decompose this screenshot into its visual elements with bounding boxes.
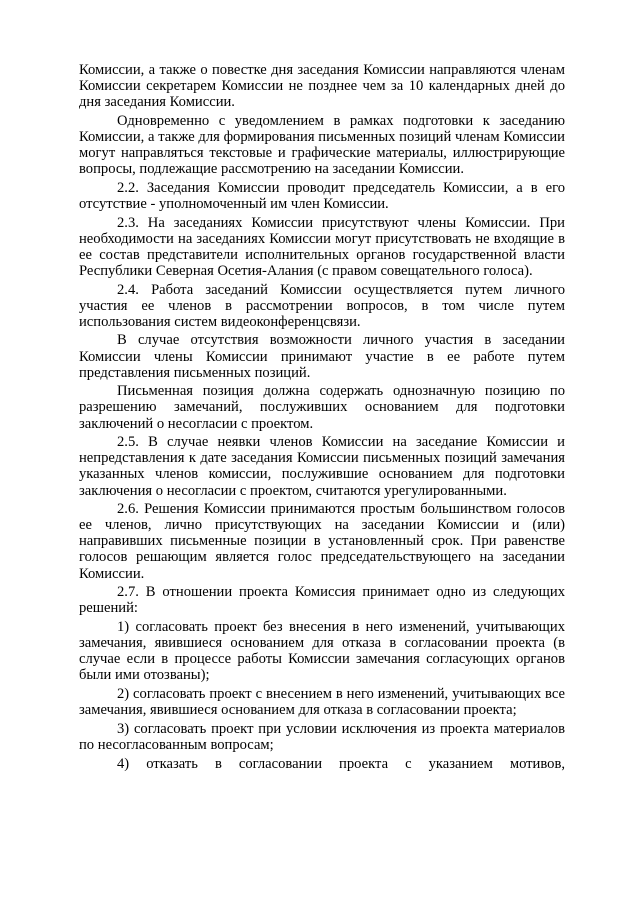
paragraph-2-6: 2.6. Решения Комиссии принимаются простым большинством голосов ее членов, лично присутствующих на заседании Комиссии и (или) направивших письменные позиции в установленный срок. При равенстве голосов решающим является голос председательствующего на заседании Комиссии. [79, 501, 565, 582]
paragraph-2-7: 2.7. В отношении проекта Комиссия принимает одно из следующих решений: [79, 584, 565, 617]
list-item-2: 2) согласовать проект с внесением в него изменений, учитывающих все замечания, явившиеся основанием для отказа в согласовании проекта; [79, 686, 565, 719]
paragraph-written-position: Письменная позиция должна содержать однозначную позицию по разрешению замечаний, послуживших основанием для подготовки заключений о несогласии с проектом. [79, 383, 565, 432]
paragraph-2-4: 2.4. Работа заседаний Комиссии осуществляется путем личного участия ее членов в рассмотрении вопросов, в том числе путем использования систем видеоконференцсвязи. [79, 281, 565, 330]
paragraph-2-5: 2.5. В случае неявки членов Комиссии на заседание Комиссии и непредставления к дате заседания Комиссии письменных позиций замечания указанных членов комиссии, послужившие основанием для подготовки заключения о несогласии с проектом, считаются урегулированными. [79, 434, 565, 499]
list-item-4: 4) отказать в согласовании проекта с указанием мотивов, [117, 755, 565, 772]
paragraph-materials: Одновременно с уведомлением в рамках подготовки к заседанию Комиссии, а также для формирования письменных позиций членам Комиссии могут направляться текстовые и графические материалы, иллюстрирующие вопросы, подлежащие рассмотрению на заседании Комиссии. [79, 112, 565, 178]
list-item-1: 1) согласовать проект без внесения в него изменений, учитывающих замечания, явившиеся основанием для отказа в согласовании проекта (в случае если в процессе работы Комиссии замечания согласующих органов были ими отозваны); [79, 619, 565, 684]
paragraph-absence: В случае отсутствия возможности личного участия в заседании Комиссии члены Комиссии принимают участие в ее работе путем представления письменных позиций. [79, 332, 565, 381]
paragraph-2-3: 2.3. На заседаниях Комиссии присутствуют члены Комиссии. При необходимости на заседаниях Комиссии могут присутствовать не входящие в ее состав представители исполнительных органов государственной власти Республики Северная Осетия-Алания (с правом совещательного голоса). [79, 214, 565, 279]
document-page [79, 62, 565, 774]
paragraph-2-2: 2.2. Заседания Комиссии проводит председатель Комиссии, а в его отсутствие - уполномоченный им член Комиссии. [79, 179, 565, 212]
paragraph-intro-continuation: Комиссии, а также о повестке дня заседания Комиссии направляются членам Комиссии секретарем Комиссии не позднее чем за 10 календарных дней до дня заседания Комиссии. [79, 62, 565, 111]
list-item-3: 3) согласовать проект при условии исключения из проекта материалов по несогласованным вопросам; [79, 720, 565, 753]
